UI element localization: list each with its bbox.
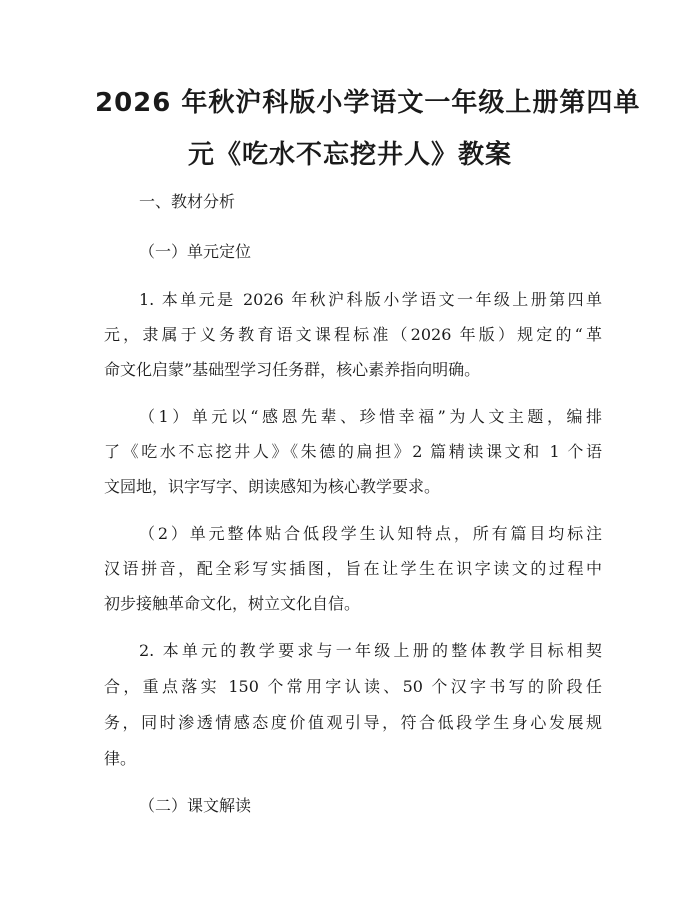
paragraph-line: 律。 <box>104 749 137 768</box>
paragraph-line: 合，重点落实 150 个常用字认读、50 个汉字书写的阶段任 <box>104 677 602 696</box>
paragraph-student-characteristics <box>104 524 602 614</box>
paragraph-humanistic-theme <box>104 407 602 497</box>
paragraph-line: 了《吃水不忘挖井人》《朱德的扁担》2 篇精读课文和 1 个语 <box>104 442 602 461</box>
paragraph-line: 2. 本单元的教学要求与一年级上册的整体教学目标相契 <box>139 641 602 660</box>
paragraph-line: 文园地，识字写字、朗读感知为核心教学要求。 <box>104 477 441 496</box>
document-title-line-1: 2026 年秋沪科版小学语文一年级上册第四单 <box>95 88 641 118</box>
paragraph-unit-overview <box>104 290 602 380</box>
document-title-line-2: 元《吃水不忘挖井人》教案 <box>187 140 512 170</box>
paragraph-line: 命文化启蒙”基础型学习任务群，核心素养指向明确。 <box>104 360 481 379</box>
paragraph-line: （2）单元整体贴合低段学生认知特点，所有篇目均标注 <box>139 524 602 543</box>
paragraph-teaching-requirements <box>104 641 602 769</box>
paragraph-line: 汉语拼音，配全彩写实插图，旨在让学生在识字读文的过程中 <box>104 559 602 578</box>
subsection-heading-text-interpretation: （二）课文解读 <box>139 796 252 815</box>
paragraph-line: 务，同时渗透情感态度价值观引导，符合低段学生身心发展规 <box>104 713 602 732</box>
paragraph-line: 1. 本单元是 2026 年秋沪科版小学语文一年级上册第四单 <box>139 290 602 309</box>
paragraph-line: 初步接触革命文化，树立文化自信。 <box>104 594 361 613</box>
paragraph-line: （1）单元以“感恩先辈、珍惜幸福”为人文主题，编排 <box>139 407 602 426</box>
section-heading-textbook-analysis: 一、教材分析 <box>139 192 236 211</box>
subsection-heading-unit-positioning: （一）单元定位 <box>139 242 252 261</box>
paragraph-line: 元，隶属于义务教育语文课程标准（2026 年版）规定的“革 <box>104 325 602 344</box>
